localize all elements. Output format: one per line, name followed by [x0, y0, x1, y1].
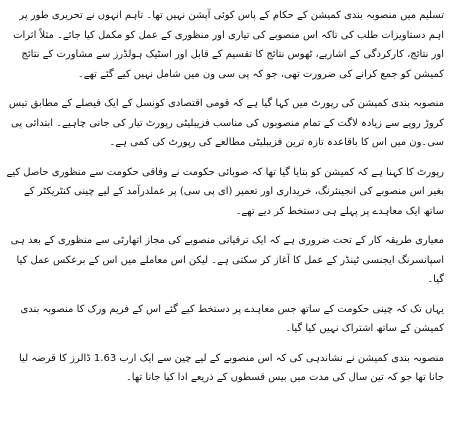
article-body	[6, 6, 444, 388]
paragraph-2: منصوبہ بندی کمیشن کی رپورٹ میں کہا گیا ہے کہ قومی اقتصادی کونسل کے ایک فیصلے کے مطابق تیس کروڑ روپے سے زیادہ لاگت کے تمام منصوبوں کی مناسب فزیبلیٹی رپورٹ تیار کی جانی چاہیے۔ ابتدائی پی سی۔ون میں اس کا باقاعدہ تازہ ترین فزیبلیٹی مطالعے کی رپورٹ کی کمی ہے۔	[8, 98, 444, 148]
paragraph-1: تسلیم میں منصوبہ بندی کمیشن کے حکام کے پاس کوئی آپشن نہیں تھا۔ تاہم انہوں نے تحریری طور پر اہم دستاویزات طلب کی تاکہ اس منصوبے کی تیاری اور منظوری کے عمل کو مکمل کیا جائے۔ مثلاً اثرات اور نتائج، کارکردگی کے اشاریے، ٹھوس نتائج کا تقسیم کے قابل اور اسٹیک ہولڈرز سے مشاورت کے نتائج کمیشن کو جمع کرانے کی ضرورت تھی، جو کہ پی سی ون میں شامل نہیں کیے گئے تھے۔	[13, 10, 444, 80]
paragraph-5: یہاں تک کہ چینی حکومت کے ساتھ جس معاہدے پر دستخط کیے گئے اس کے فریم ورک کا منصوبہ بندی کمیشن کے ساتھ اشتراک نہیں کیا گیا۔	[20, 303, 444, 334]
paragraph-4: معیاری طریقہ کار کے تحت ضروری ہے کہ ایک ترقیاتی منصوبے کی مجاز اتھارٹی سے منظوری کے بعد ہی اسپانسرنگ ایجنسی ٹینڈر کے عمل کا آغاز کر سکتی ہے۔ لیکن اس معاملے میں اس کے برعکس عمل کیا گیا۔	[10, 235, 444, 285]
paragraph-6: منصوبہ بندی کمیشن نے نشاندہی کی کہ اس منصوبے کے لیے چین سے ایک ارب 1.63 ڈالرز کا قرضہ لیا جانا تھا جو کہ تین سال کی مدت میں بیس قسطوں کے ذریعے ادا کیا جانا تھا۔	[19, 352, 444, 383]
paragraph-3: رپورٹ کا کہنا ہے کہ کمیشن کو بتایا گیا تھا کہ صوبائی حکومت نے وفاقی حکومت سے منظوری حاصل کیے بغیر اس منصوبے کی انجینئرنگ، خریداری اور تعمیر (ای پی سی) پر عملدرآمد کے لیے چینی کنٹریکٹر کے ساتھ ایک معاہدے پر پہلے ہی دستخط کر دیے تھے۔	[6, 166, 444, 217]
